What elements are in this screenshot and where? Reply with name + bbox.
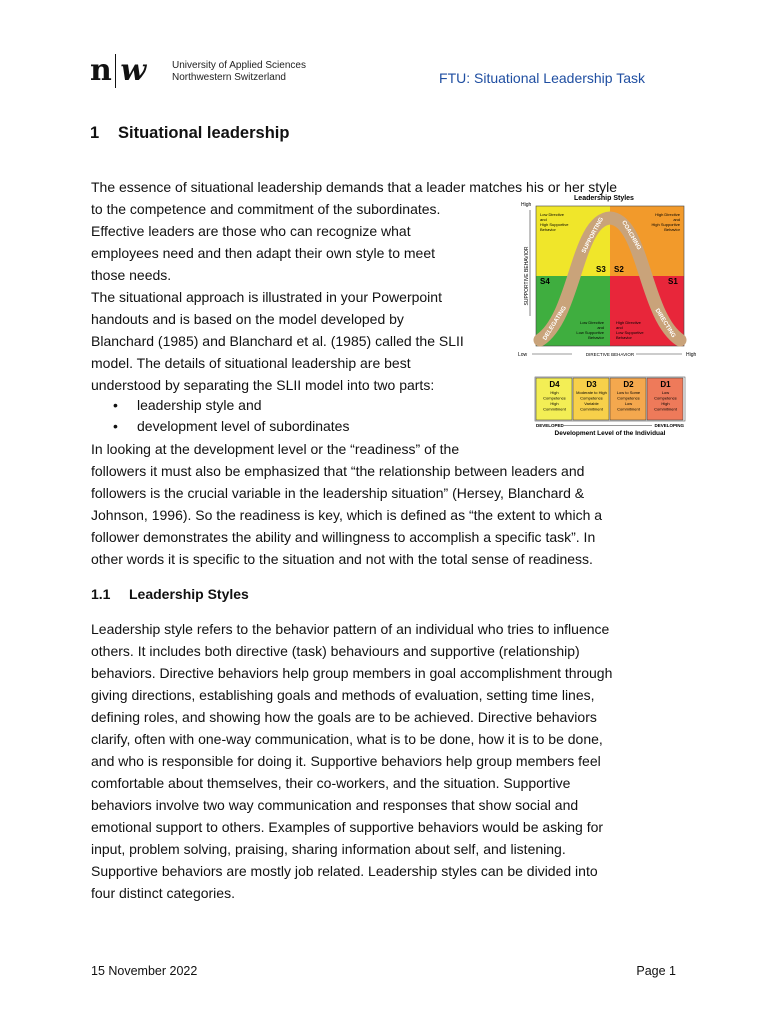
quadrant-s4-text: Low Supportive <box>576 330 604 335</box>
text-line: comfortable about themselves, their co-workers, and the situation. Supportive <box>91 775 571 791</box>
text-line: In looking at the development level or the “readiness” of the <box>91 441 460 457</box>
dev-level-text: Competence <box>617 395 640 401</box>
quadrant-s2-text: High Supportive <box>651 222 680 227</box>
text-line: giving directions, establishing goals and methods of evaluation, setting time lines, <box>91 687 595 703</box>
text-line: four distinct categories. <box>91 885 235 901</box>
x-axis-label: DIRECTIVE BEHAVIOR <box>585 352 635 357</box>
text-line: emotional support to others. Examples of supportive behaviors would be asking for <box>91 819 604 835</box>
quadrant-s1-text: High Directive <box>616 320 641 325</box>
dev-level-text: Commitment <box>543 406 566 412</box>
y-axis-label: SUPPORTIVE BEHAVIOR <box>524 246 530 306</box>
situational-leadership-figure <box>512 190 702 440</box>
text-line: behaviors. Directive behaviors help group members in goal accomplishment through <box>91 665 613 681</box>
developing-label: DEVELOPING <box>654 423 684 428</box>
x-high-label: High <box>686 352 697 358</box>
s4-label: S4 <box>540 277 550 286</box>
dev-level-text: Commitment <box>580 406 603 412</box>
subsection-number: 1.1 <box>91 586 111 602</box>
dev-level-label: D2 <box>623 380 634 389</box>
dev-level-text: Commitment <box>617 406 640 412</box>
quadrant-s3-text: and <box>540 217 547 222</box>
curve-word-directing: DIRECTING <box>653 307 677 340</box>
text-line: follower demonstrates the ability and willingness to accomplish a specific task”. In <box>91 529 596 545</box>
quadrant-s2-text: and <box>673 217 680 222</box>
text-line: Leadership style refers to the behavior pattern of an individual who tries to influence <box>91 621 610 637</box>
s2-label: S2 <box>614 265 624 274</box>
text-line: to the competence and commitment of the subordinates. <box>91 201 441 217</box>
section-heading <box>90 124 289 143</box>
quadrant-s1-text: and <box>616 325 623 330</box>
text-line: handouts and is based on the model developed by <box>91 311 404 327</box>
footer-page-number: Page 1 <box>636 964 676 978</box>
org-line-2: Northwestern Switzerland <box>172 72 286 83</box>
dev-level-text: Commitment <box>654 406 677 412</box>
text-line: The essence of situational leadership demands that a leader matches his or her style <box>91 179 618 195</box>
quadrant-s2-text: Behavior <box>664 227 680 232</box>
dev-caption: Development Level of the Individual <box>554 430 666 437</box>
text-line: followers is the crucial variable in the leadership situation” (Hersey, Blanchard & <box>91 485 585 501</box>
text-line: other words it is specific to the situation and not with the total sense of readiness. <box>91 551 593 567</box>
quadrant-s1-text: Low Supportive <box>616 330 644 335</box>
text-line: employees need and then adapt their own style to meet <box>91 245 435 261</box>
text-line: defining roles, and showing how the goals are to be achieved. Directive behaviors <box>91 709 597 725</box>
text-line: followers it must also be emphasized that “the relationship between leaders and <box>91 463 585 479</box>
dev-level-text: Competence <box>654 395 677 401</box>
text-line: Johnson, 1996). So the readiness is key, which is defined as “the extent to which a <box>91 507 603 523</box>
bullet-item: • leadership style and <box>113 395 349 416</box>
quadrant-s2-text: High Directive <box>655 212 680 217</box>
dev-level-text: High <box>550 401 559 406</box>
document-header-title: FTU: Situational Leadership Task <box>439 70 645 86</box>
quadrant-s4-text: Behavior <box>588 335 604 340</box>
curve-word-delegating: DELEGATING <box>542 305 569 342</box>
curve-word-supporting: SUPPORTING <box>581 216 606 255</box>
quadrant-s3-text: Behavior <box>540 227 556 232</box>
developed-label: DEVELOPED <box>536 423 564 428</box>
slii-model-diagram <box>512 190 702 440</box>
dev-level-text: Low to Some <box>616 390 641 395</box>
dev-level-label: D1 <box>660 380 671 389</box>
dev-level-text: Low <box>661 390 670 395</box>
curve-word-coaching: COACHING <box>620 219 642 252</box>
dev-level-text: Competence <box>543 395 566 401</box>
quadrant-s1-text: Behavior <box>616 335 632 340</box>
text-line: Blanchard (1985) and Blanchard et al. (1985) called the SLII <box>91 333 464 349</box>
quadrant-s4-text: and <box>597 325 604 330</box>
text-line: clarify, often with one-way communication, what is to be done, how it is to be done, <box>91 731 603 747</box>
logo-mark: n w <box>90 53 146 88</box>
dev-level-text: Competence <box>580 395 603 401</box>
bullet-list <box>113 395 349 437</box>
text-line: understood by separating the SLII model into two parts: <box>91 377 435 393</box>
dev-level-text: High <box>550 390 559 395</box>
subsection-heading <box>91 586 249 602</box>
readiness-paragraph <box>91 438 691 570</box>
dev-level-label: D4 <box>549 380 560 389</box>
section-title: Situational leadership <box>118 124 290 142</box>
quadrant-s3-text: High Supportive <box>540 222 569 227</box>
quadrant-s3-text: Low Directive <box>540 212 565 217</box>
y-high-label: High <box>521 202 532 208</box>
s3-label: S3 <box>596 265 606 274</box>
text-line: Supportive behaviors are mostly job related. Leadership styles can be divided into <box>91 863 598 879</box>
section-number: 1 <box>90 124 100 142</box>
text-line: Effective leaders are those who can recognize what <box>91 223 411 239</box>
dev-level-text: High <box>661 401 670 406</box>
dev-level-text: Low <box>624 401 633 406</box>
dev-level-text: Moderate to High <box>576 390 607 395</box>
text-line: and who is responsible for doing it. Supportive behaviors help group members feel <box>91 753 601 769</box>
text-line: those needs. <box>91 267 172 283</box>
org-line-1: University of Applied Sciences <box>172 60 306 71</box>
quadrant-s4-text: Low Directive <box>579 320 604 325</box>
text-line: model. The details of situational leadership are best <box>91 355 411 371</box>
x-low-label: Low <box>518 352 528 358</box>
text-line: others. It includes both directive (task) behaviours and supportive (relationship) <box>91 643 580 659</box>
text-line: input, problem solving, praising, sharing information about self, and listening. <box>91 841 566 857</box>
text-line: behaviors involve two way communication and responses that show social and <box>91 797 579 813</box>
subsection-title: Leadership Styles <box>129 586 249 602</box>
s1-label: S1 <box>668 277 678 286</box>
leadership-styles-paragraph <box>91 618 691 904</box>
dev-level-label: D3 <box>586 380 597 389</box>
logo-text <box>172 60 306 84</box>
figure-title: Leadership Styles <box>574 195 634 202</box>
dev-level-text: Variable <box>584 401 599 406</box>
text-line: The situational approach is illustrated in your Powerpoint <box>91 289 442 305</box>
bullet-item: • development level of subordinates <box>113 416 349 437</box>
footer-date: 15 November 2022 <box>91 964 198 978</box>
